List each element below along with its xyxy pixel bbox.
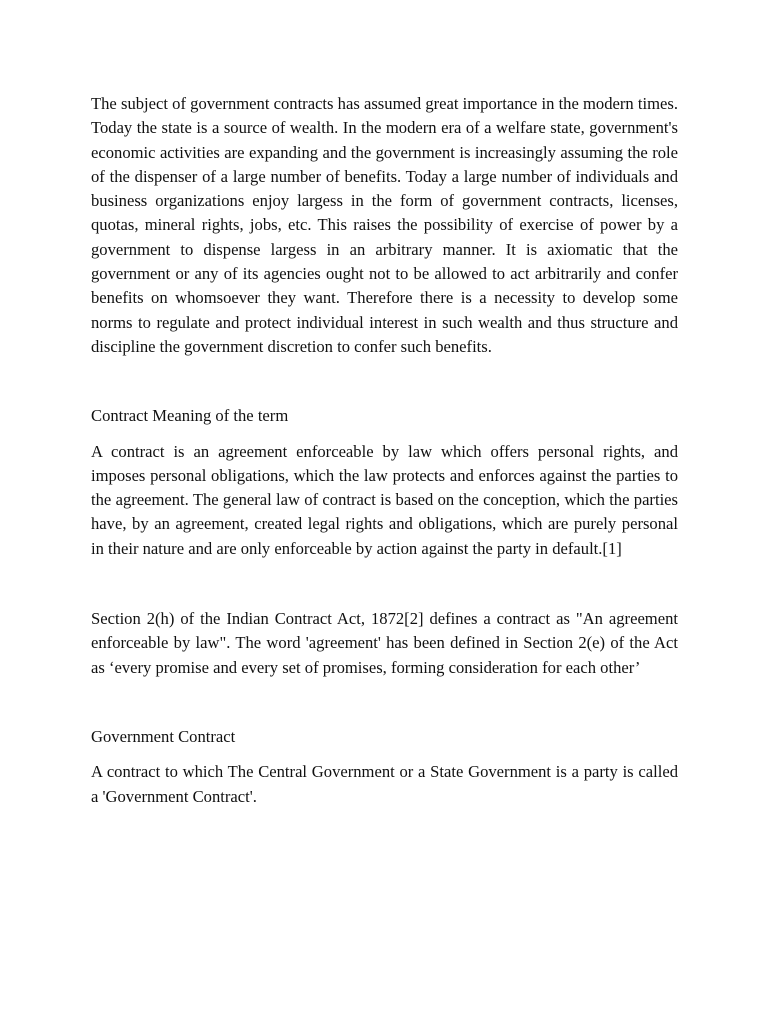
government-contract-heading: Government Contract	[91, 726, 236, 746]
section-2h-paragraph: Section 2(h) of the Indian Contract Act, 1872[2] defines a contract as "An agreement enforceable by law". The word 'agreement' has been defined in Section 2(e) of the Act as ‘every promise and every set of promises, forming consideration for each other’	[91, 609, 678, 677]
government-contract-paragraph: A contract to which The Central Government or a State Government is a party is called a 'Government Contract'.	[91, 762, 678, 806]
intro-paragraph: The subject of government contracts has assumed great importance in the modern times. Today the state is a source of wealth. In the modern era of a welfare state, government's economic activities are expanding and the government is increasingly assuming the role of the dispenser of a large number of benefits. Today a large number of individuals and business organizations enjoy largess in the form of government contracts, licenses, quotas, mineral rights, jobs, etc. This raises the possibility of exercise of power by a government to dispense largess in an arbitrary manner. It is axiomatic that the government or any of its agencies ought not to be allowed to act arbitrarily and confer benefits on whomsoever they want. Therefore there is a necessity to develop some norms to regulate and protect individual interest in such wealth and thus structure and discipline the government discretion to confer such benefits.	[91, 94, 678, 356]
document-page	[91, 92, 678, 809]
contract-meaning-heading: Contract Meaning of the term	[91, 406, 289, 426]
contract-definition-paragraph: A contract is an agreement enforceable by law which offers personal rights, and imposes personal obligations, which the law protects and enforces against the parties to the agreement. The general law of contract is based on the conception, which the parties have, by an agreement, created legal rights and obligations, which are purely personal in their nature and are only enforceable by action against the party in default.[1]	[91, 441, 678, 558]
